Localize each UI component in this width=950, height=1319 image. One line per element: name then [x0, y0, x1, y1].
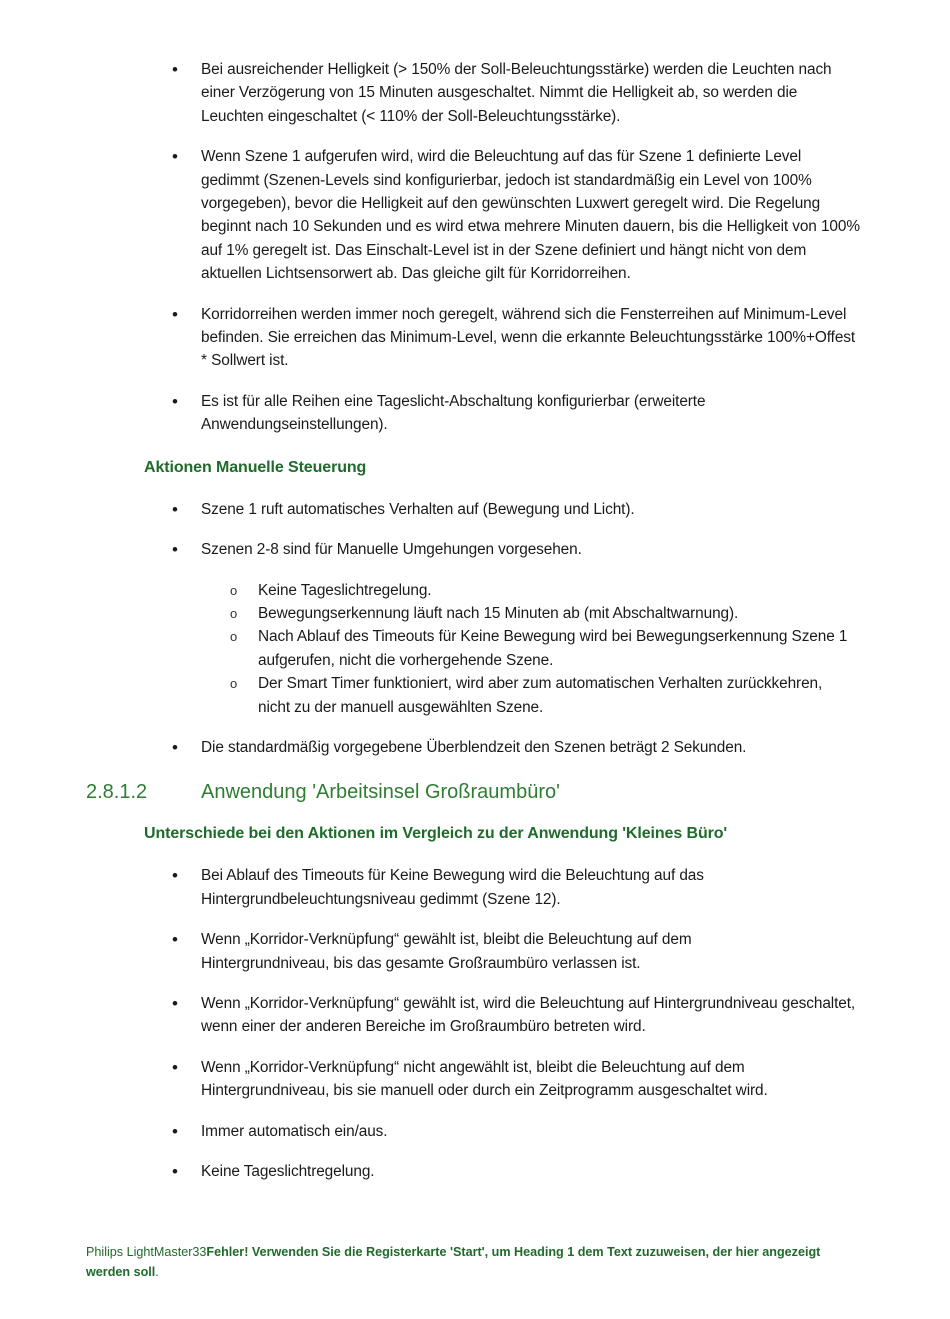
bullet-list-manual	[0, 498, 950, 562]
list-item: • Szene 1 ruft automatisches Verhalten auf (Bewegung und Licht).	[201, 498, 861, 521]
list-item: • Wenn Szene 1 aufgerufen wird, wird die Beleuchtung auf das für Szene 1 definierte Level gedimmt (Szenen-Levels sind konfigurierbar, jedoch ist standardmäßig ein Level von 100% vorgegeben), bevor die Helligkeit auf den gewünschten Luxwert geregelt wird. Die Regelung beginnt nach 10 Sekunden und es wird etwa mehrere Minuten dauern, bis die Helligkeit von 100% auf 1% geregelt ist. Das Einschalt-Level ist in der Szene definiert und hängt nicht von dem aktuellen Lichtsensorwert ab. Das gleiche gilt für Korridorreihen.	[201, 145, 861, 285]
footer-product: Philips LightMaster33	[86, 1245, 207, 1259]
section-heading-2812	[86, 779, 950, 805]
list-item: • Keine Tageslichtregelung.	[201, 1160, 861, 1183]
section-number: 2.8.1.2	[86, 781, 148, 804]
sub-list-item: o Der Smart Timer funktioniert, wird aber zum automatischen Verhalten zurückkehren, nicht zu der manuell ausgewählten Szene.	[258, 672, 858, 719]
sub-list-item: o Nach Ablauf des Timeouts für Keine Bewegung wird bei Bewegungserkennung Szene 1 aufgerufen, nicht die vorhergehende Szene.	[258, 625, 858, 672]
list-item: • Wenn „Korridor-Verknüpfung“ nicht angewählt ist, bleibt die Beleuchtung auf dem Hintergrundniveau, bis sie manuell oder durch ein Zeitprogramm ausgeschaltet wird.	[201, 1056, 861, 1103]
list-item: • Es ist für alle Reihen eine Tageslicht-Abschaltung konfigurierbar (erweiterte Anwendungseinstellungen).	[201, 390, 861, 437]
list-item: • Bei ausreichender Helligkeit (> 150% der Soll-Beleuchtungsstärke) werden die Leuchten nach einer Verzögerung von 15 Minuten ausgeschaltet. Nimmt die Helligkeit ab, so werden die Leuchten eingeschaltet (< 110% der Soll-Beleuchtungsstärke).	[201, 58, 861, 128]
heading-manual-control: Aktionen Manuelle Steuerung	[144, 458, 367, 476]
section-title: Anwendung 'Arbeitsinsel Großraumbüro'	[201, 781, 560, 804]
list-item: • Szenen 2-8 sind für Manuelle Umgehungen vorgesehen.	[201, 538, 861, 561]
footer-error-field: Fehler! Verwenden Sie die Registerkarte 'Start', um Heading 1 dem Text zuzuweisen, der hier angezeigt werden soll	[86, 1245, 821, 1279]
page-footer	[86, 1242, 856, 1282]
bullet-list-2812	[0, 864, 950, 1183]
list-item: • Korridorreihen werden immer noch geregelt, während sich die Fensterreihen auf Minimum-Level befinden. Sie erreichen das Minimum-Level, wenn die erkannte Beleuchtungsstärke 100%+Offest * Sollwert ist.	[201, 303, 861, 373]
list-item: • Wenn „Korridor-Verknüpfung“ gewählt ist, wird die Beleuchtung auf Hintergrundniveau geschaltet, wenn einer der anderen Bereiche im Großraumbüro betreten wird.	[201, 992, 861, 1039]
bullet-list-transition	[0, 736, 950, 759]
list-item: • Bei Ablauf des Timeouts für Keine Bewegung wird die Beleuchtung auf das Hintergrundbeleuchtungsniveau gedimmt (Szene 12).	[201, 864, 861, 911]
subheading-differences: Unterschiede bei den Aktionen im Vergleich zu der Anwendung 'Kleines Büro'	[144, 825, 728, 843]
footer-end: .	[155, 1265, 159, 1279]
list-item: • Wenn „Korridor-Verknüpfung“ gewählt ist, bleibt die Beleuchtung auf dem Hintergrundniveau, bis das gesamte Großraumbüro verlassen ist.	[201, 928, 701, 975]
sub-list-item: o Bewegungserkennung läuft nach 15 Minuten ab (mit Abschaltwarnung).	[258, 602, 858, 625]
sub-list-item: o Keine Tageslichtregelung.	[258, 579, 858, 602]
list-item: • Immer automatisch ein/aus.	[201, 1120, 861, 1143]
list-item: • Die standardmäßig vorgegebene Überblendzeit den Szenen beträgt 2 Sekunden.	[201, 736, 861, 759]
bullet-list-top	[0, 58, 950, 437]
sub-bullet-list	[0, 579, 950, 719]
